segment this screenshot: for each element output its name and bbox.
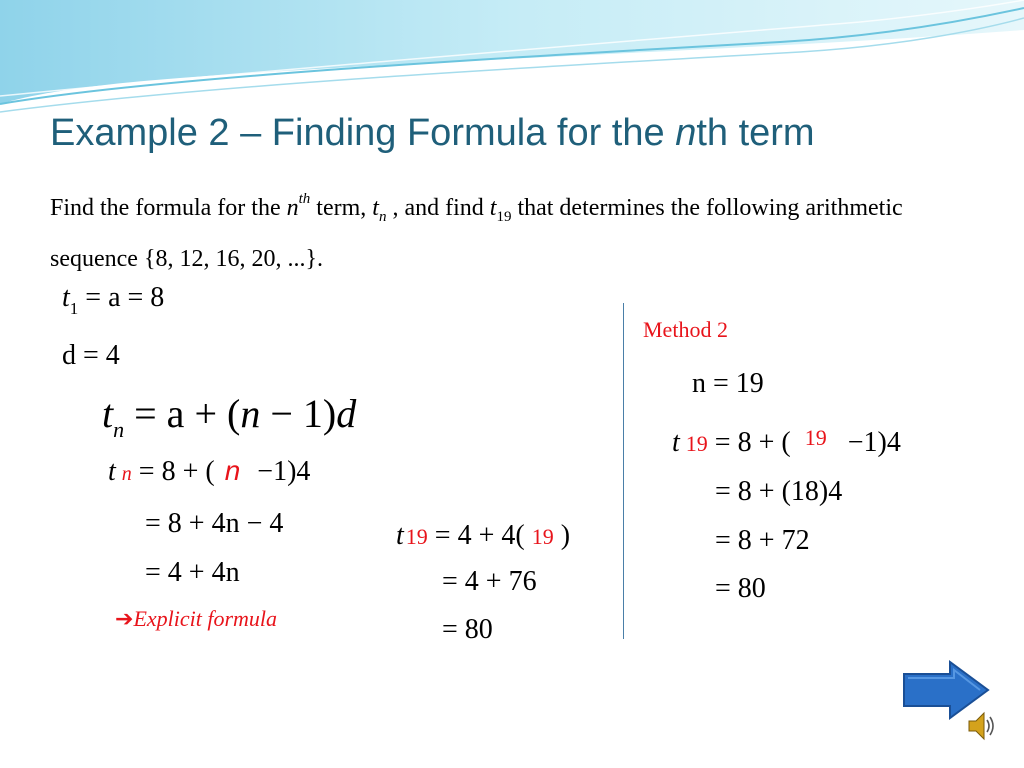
method2-step-2: = 8 + 72 xyxy=(715,525,810,556)
common-difference-line: d = 4 xyxy=(62,340,120,371)
t19-step-1: = 4 + 76 xyxy=(442,566,537,597)
speaker-icon[interactable] xyxy=(966,708,996,744)
column-divider xyxy=(623,303,624,639)
simplify-step-2: = 4 + 4n xyxy=(145,557,240,588)
method-2-label: Method 2 xyxy=(643,317,728,342)
first-term-line: $t_1 = a = 8$ xyxy=(62,282,165,318)
problem-statement: Find the formula for the $n^{th}$ term, $t_n$ , and find $t_{19}$ that determines the following arithmetic sequence {8, 12, 16, 20, ...}. xyxy=(50,191,903,272)
explicit-formula-note: ➔Explicit formula xyxy=(115,606,278,631)
method2-substitution: t 19 = 8 + ( $^{19}$ −1)4 xyxy=(672,425,901,458)
method2-step-3: = 80 xyxy=(715,573,766,604)
slide-title: Example 2 – Finding Formula for the nth term xyxy=(50,112,815,154)
t19-substitution: t19 = 4 + 4( 19 ) xyxy=(396,520,571,551)
n-value-line: n = 19 xyxy=(692,368,764,399)
general-formula: $t_n = a + (n - 1)d$ xyxy=(102,391,357,442)
substitution-line: t n = 8 + ( n −1)4 xyxy=(108,455,311,487)
header-banner xyxy=(0,0,1024,120)
method2-step-1: = 8 + (18)4 xyxy=(715,476,843,507)
t19-step-2: = 80 xyxy=(442,614,493,645)
simplify-step-1: = 8 + 4n − 4 xyxy=(145,508,284,539)
